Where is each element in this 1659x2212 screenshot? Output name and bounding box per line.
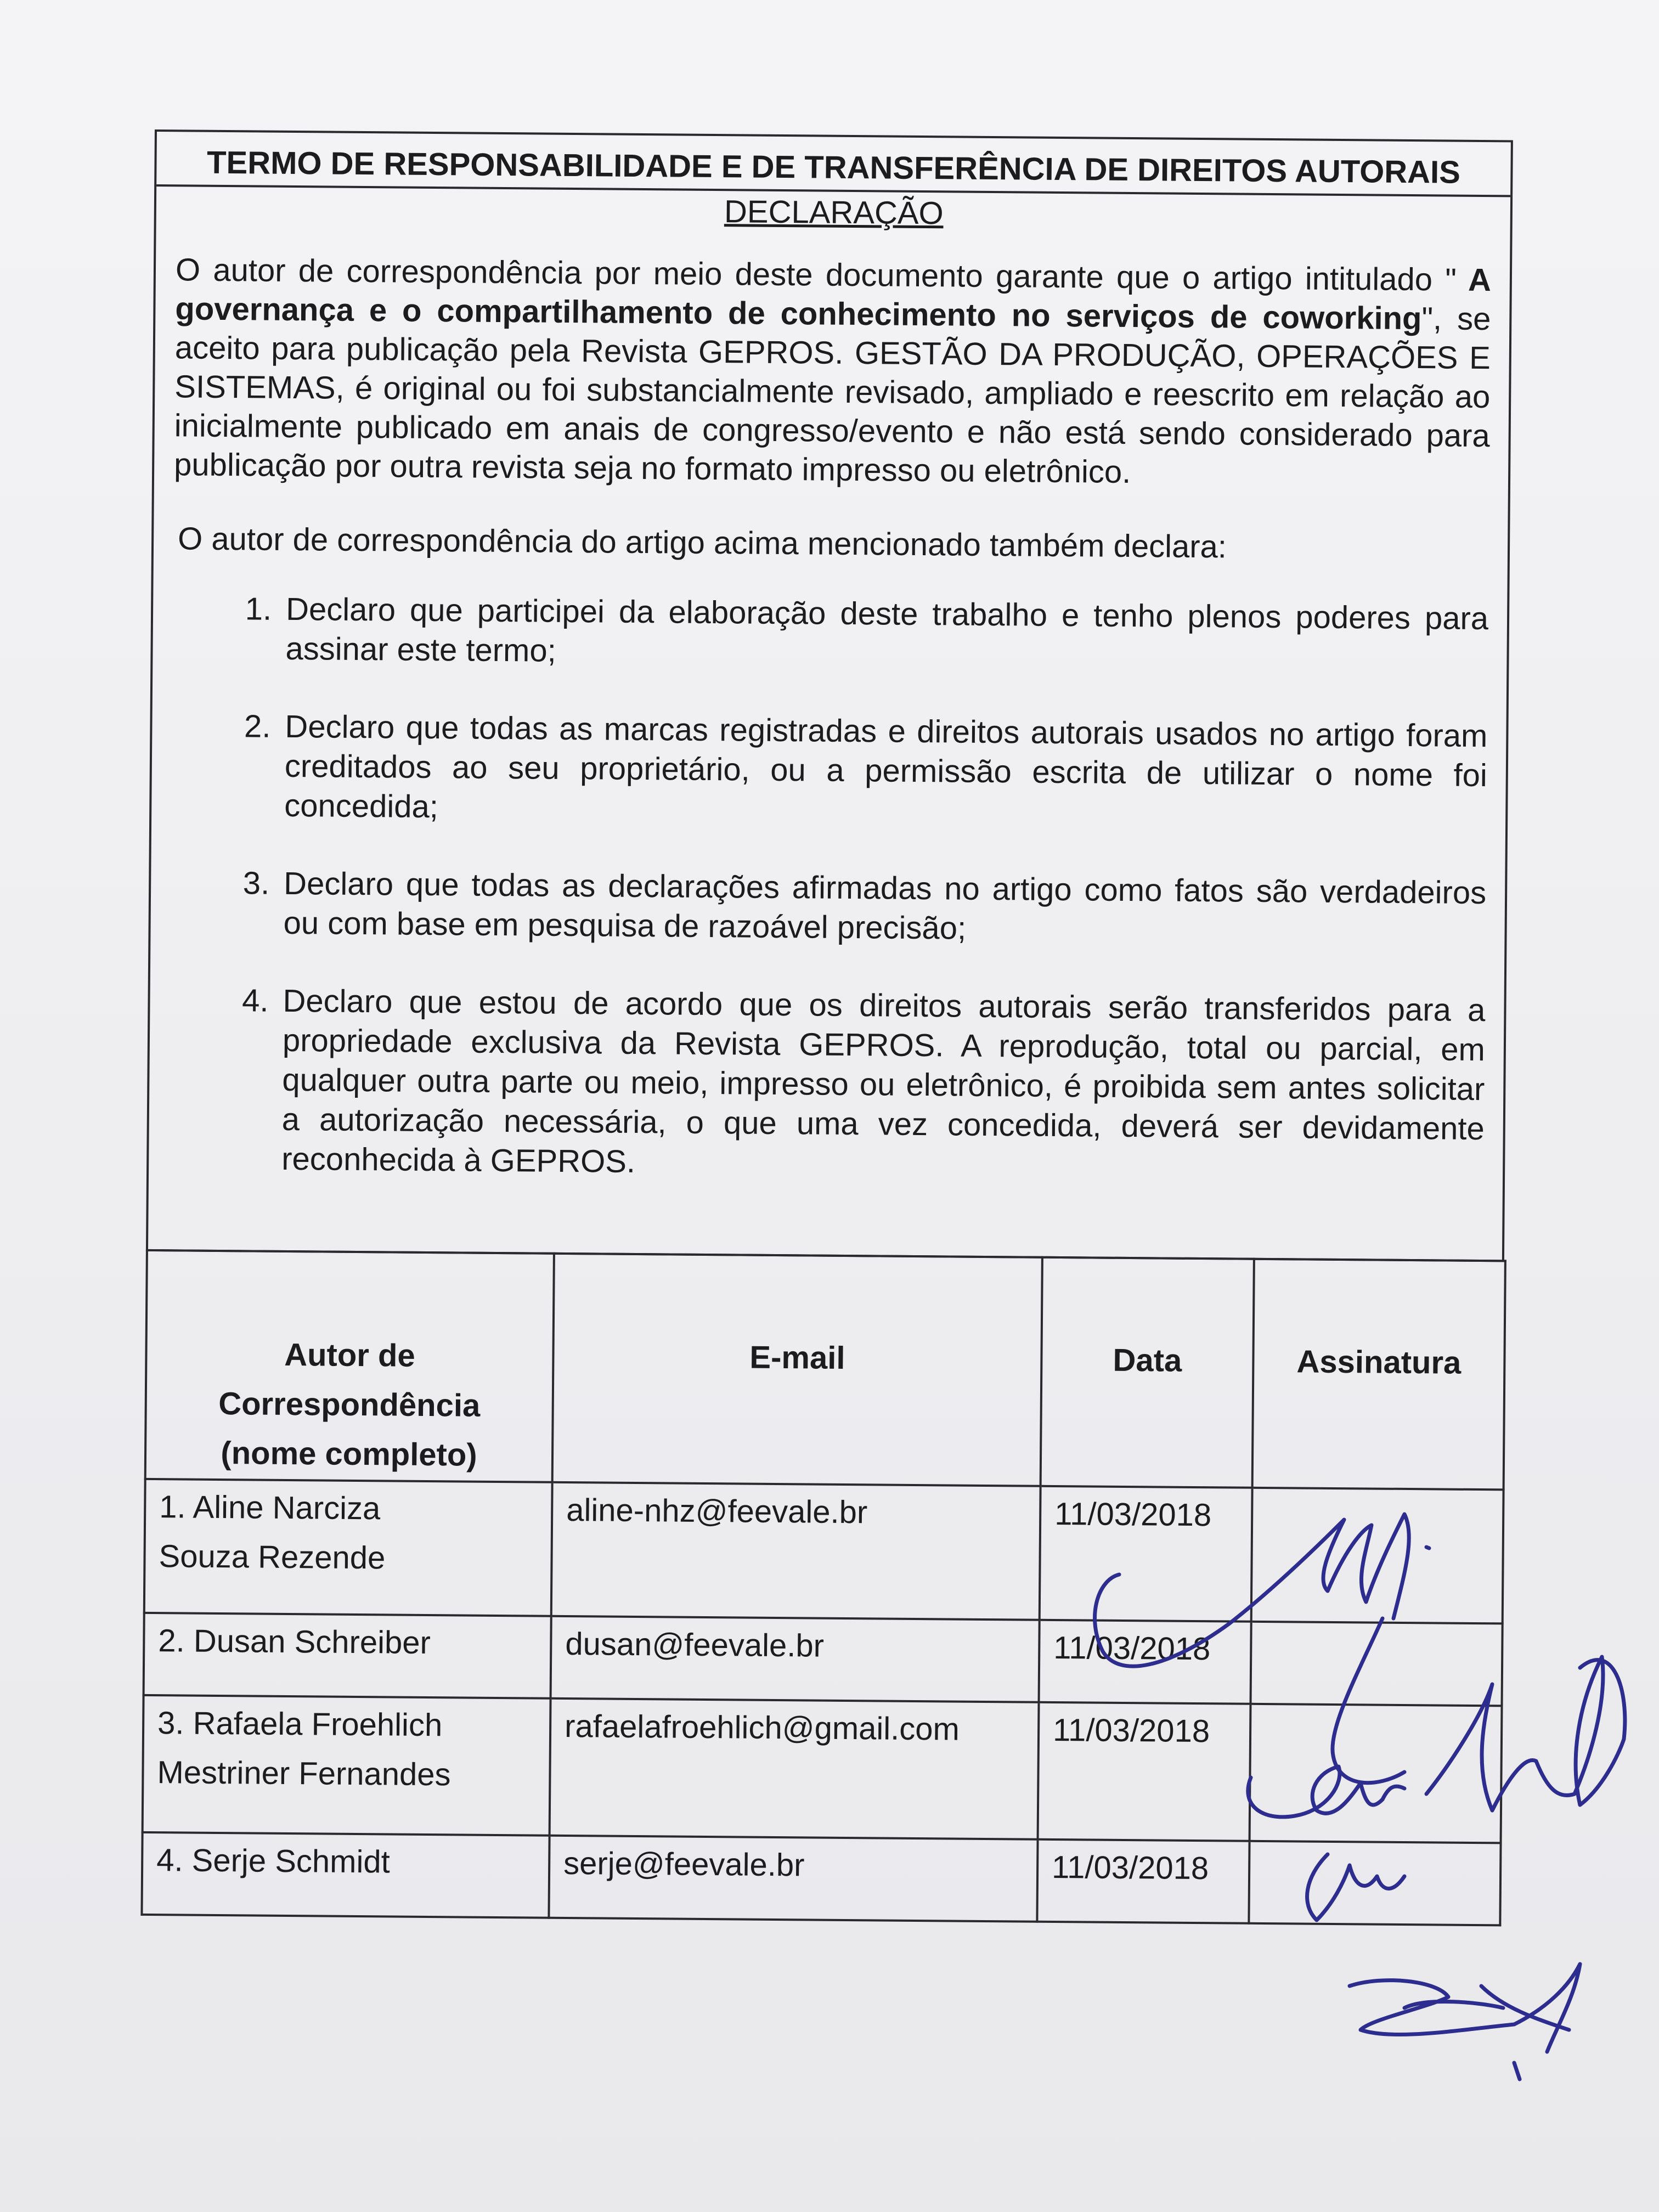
header-email: E-mail [552, 1254, 1042, 1486]
date-cell: 11/03/2018 [1038, 1702, 1251, 1841]
declaration-list [168, 589, 1488, 1188]
date-cell: 11/03/2018 [1037, 1839, 1249, 1923]
email-cell: aline-nhz@feevale.br [551, 1482, 1041, 1620]
author-name-line1: 4. Serje Schmidt [156, 1842, 390, 1880]
date-cell: 11/03/2018 [1039, 1620, 1251, 1704]
author-name-cell [144, 1613, 551, 1699]
author-name-line1: 1. Aline Narciza [159, 1489, 381, 1527]
email-cell: dusan@feevale.br [551, 1616, 1040, 1702]
main-paragraph [174, 250, 1491, 494]
authors-table [140, 1249, 1506, 1926]
date-cell: 11/03/2018 [1040, 1486, 1252, 1622]
list-item-number: 3. [242, 865, 270, 901]
header-date: Data [1041, 1257, 1254, 1488]
paragraph-part2: ", se aceito para publicação pela Revista GEPROS. GESTÃO DA PRODUÇÃO, OPERAÇÕES E SISTEMAS, é original ou foi substancialmente revisado, ampliado e reescrito em relação ao inicialmente publicado em anais de congresso/evento e não está sendo considerado para publicação por outra revista seja no formato impresso ou eletrônico. [173, 301, 1491, 490]
list-item-text: Declaro que todas as marcas registradas e direitos autorais usados no artigo foram creditados ao seu proprietário, ou a permissão escrita de utilizar o nome foi concedida; [284, 708, 1488, 825]
declaration-body [148, 188, 1510, 1260]
table-row [142, 1832, 1500, 1925]
signature-cell [1251, 1622, 1503, 1706]
list-item [171, 706, 1488, 835]
author-name-cell [144, 1479, 552, 1616]
list-item [170, 863, 1486, 952]
author-name-line2: Souza Rezende [159, 1538, 386, 1576]
author-name-line1: 3. Rafaela Froehlich [157, 1705, 443, 1743]
document-title: TERMO DE RESPONSABILIDADE E DE TRANSFERÊNCIA DE DIREITOS AUTORAIS [156, 132, 1511, 197]
email-cell: serje@feevale.br [549, 1836, 1037, 1922]
signature-cell [1249, 1841, 1500, 1926]
list-item-number: 2. [244, 708, 271, 744]
author-name-cell [142, 1832, 549, 1918]
table-row [144, 1479, 1504, 1623]
header-author-line2: Correspondência [218, 1385, 481, 1424]
author-name-line1: 2. Dusan Schreiber [158, 1623, 431, 1661]
list-item-text: Declaro que participei da elaboração deste trabalho e tenho plenos poderes para assinar este termo; [285, 591, 1489, 669]
header-signature: Assinatura [1252, 1259, 1505, 1490]
article-title: A governança e o compartilhamento de conhecimento no serviços de coworking [175, 262, 1492, 337]
table-row [144, 1613, 1503, 1706]
paragraph-part1: O autor de correspondência por meio deste documento garante que o artigo intitulado " [175, 252, 1457, 298]
signature-cell [1250, 1704, 1502, 1843]
list-item-text: Declaro que todas as declarações afirmadas no artigo como fatos são verdadeiros ou com base em pesquisa de razoável precisão; [283, 865, 1487, 946]
list-item [168, 980, 1486, 1188]
email-cell: rafaelafroehlich@gmail.com [550, 1699, 1039, 1839]
header-author-line1: Autor de [284, 1336, 415, 1374]
table-header-row [145, 1250, 1505, 1489]
declaration-frame [146, 129, 1513, 1262]
table-row [143, 1695, 1502, 1843]
list-item-text: Declaro que estou de acordo que os direitos autorais serão transferidos para a propriedade exclusiva da Revista GEPROS. A reprodução, total ou parcial, em qualquer outra parte ou meio, impresso ou eletrônico, é proibida sem antes solicitar a autorização necessária, o que uma vez concedida, deverá ser devidamente reconhecida à GEPROS. [281, 983, 1486, 1180]
document-subtitle: DECLARAÇÃO [724, 194, 944, 232]
list-item-number: 4. [241, 983, 269, 1019]
document-sheet [140, 129, 1513, 1926]
header-author [145, 1250, 554, 1482]
declaration-intro: O autor de correspondência do artigo acima mencionado também declara: [177, 521, 1227, 565]
list-item-number: 1. [245, 591, 272, 627]
author-name-cell [143, 1695, 551, 1836]
list-item [172, 589, 1488, 678]
author-name-line2: Mestriner Fernandes [157, 1754, 451, 1793]
signature-cell [1251, 1488, 1504, 1624]
header-author-line3: (nome completo) [221, 1435, 477, 1473]
